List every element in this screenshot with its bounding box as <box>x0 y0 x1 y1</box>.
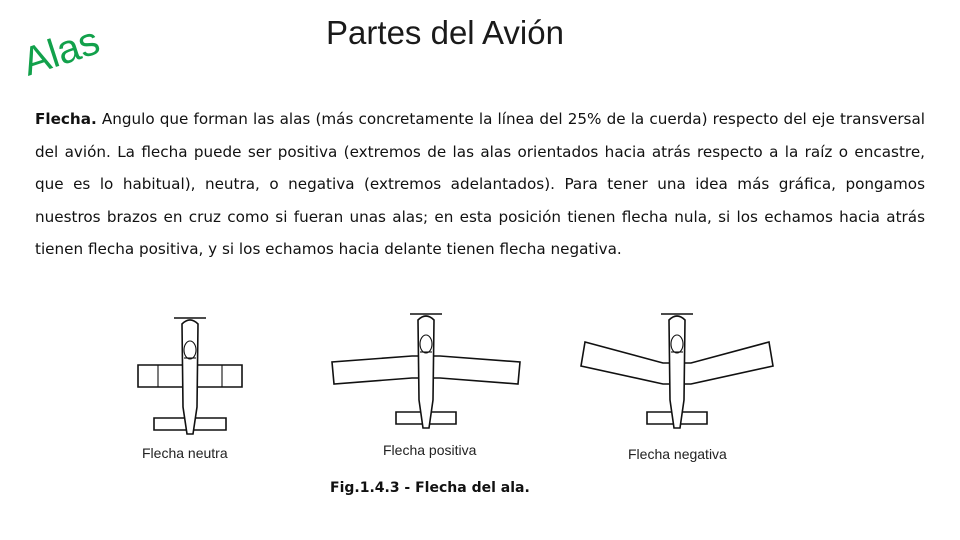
fuselage <box>669 316 685 428</box>
plane-neutral-sweep-illustration <box>130 312 250 437</box>
fuselage <box>418 316 434 428</box>
definition-paragraph <box>35 103 925 266</box>
definition-text: Angulo que forman las alas (más concretamente la línea del 25% de la cuerda) respecto del eje transversal del avión. La flecha puede ser positiva (extremos de las alas orientados hacia atrás respecto a la raíz o encastre, que es lo habitual), neutra, o negativa (extremos adelantados). Para tener una idea más gráfica, pongamos nuestros brazos en cruz como si fueran unas alas; en esta posición tienen flecha nula, si los echamos hacia atrás tienen flecha positiva, y si los echamos hacia delante tienen flecha negativa. <box>35 110 925 258</box>
caption-positive: Flecha positiva <box>383 442 477 458</box>
plane-positive-sweep-illustration <box>326 308 526 436</box>
figure-caption: Fig.1.4.3 - Flecha del ala. <box>330 480 530 496</box>
caption-neutral: Flecha neutra <box>142 445 228 461</box>
section-word <box>17 4 124 85</box>
plane-negative-sweep-illustration <box>577 308 777 436</box>
section-word-text: Alas <box>17 18 105 85</box>
caption-negative: Flecha negativa <box>628 446 727 462</box>
definition-term: Flecha. <box>35 110 97 128</box>
page-title: Partes del Avión <box>326 14 564 51</box>
fuselage <box>182 320 198 434</box>
